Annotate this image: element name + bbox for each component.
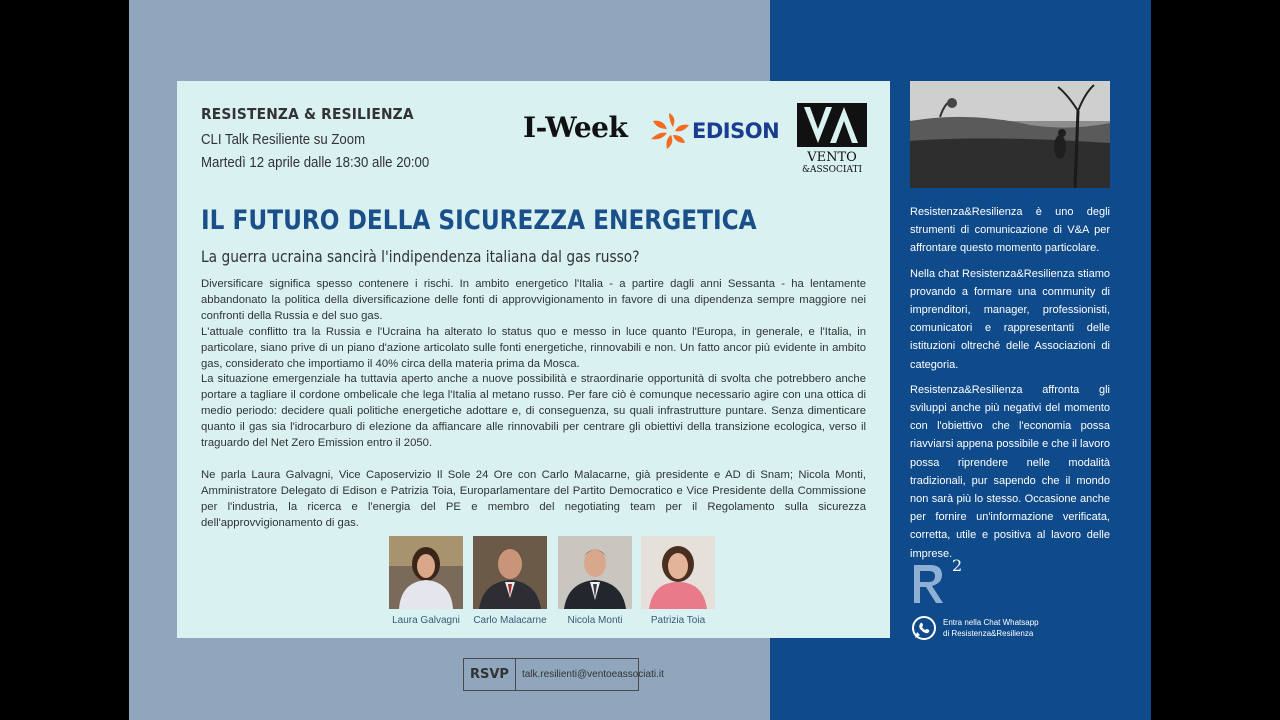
speaker-card bbox=[389, 536, 463, 626]
speaker-photo bbox=[641, 536, 715, 609]
sidebar-paragraph: Resistenza&Resilienza è uno degli strumenti di comunicazione di V&A per affrontare questo momento particolare. bbox=[910, 206, 1110, 255]
page-title: IL FUTURO DELLA SICUREZZA ENERGETICA bbox=[201, 205, 757, 236]
speaker-card bbox=[473, 536, 547, 626]
va-logo-icon bbox=[796, 103, 868, 175]
speaker-name: Nicola Monti bbox=[567, 615, 623, 626]
rsvp-box[interactable] bbox=[463, 658, 664, 691]
speaker-photo bbox=[473, 536, 547, 609]
speaker-name: Laura Galvagni bbox=[392, 615, 460, 626]
r2-logo-icon bbox=[910, 555, 966, 607]
speaker-photo bbox=[558, 536, 632, 609]
whatsapp-link[interactable] bbox=[943, 617, 1039, 639]
rsvp-email-link[interactable]: talk.resilienti@ventoeassociati.it bbox=[521, 669, 664, 680]
whatsapp-line: Entra nella Chat Whatsapp bbox=[943, 618, 1039, 627]
event-card bbox=[177, 81, 890, 638]
letterbox-left bbox=[0, 0, 129, 720]
edison-logo-icon bbox=[647, 109, 695, 153]
page-subtitle: La guerra ucraina sancirà l'indipendenza italiana dal gas russo? bbox=[201, 247, 640, 266]
event-type: CLI Talk Resiliente su Zoom bbox=[201, 131, 366, 148]
paragraph: La situazione emergenziale ha tuttavia aperto anche a nuove possibilità e straordinarie opportunità di svolta che potrebbero anche portare a tagliare il cordone ombelicale che lega l'Italia al metano russo. Per fare ciò è comunque necessario agire con una ottica di medio periodo: decidere quali politiche energetiche adottare e, di conseguenza, su quali infrastrutture puntare. Senza dimenticare quanto il gas sia l'idrocarburo di elezione da affiancare alle rinnovabili per centrare gli obiettivi della transizione ecologica, verso il traguardo del Net Zero Emission entro il 2050. bbox=[201, 373, 866, 450]
letterbox-right bbox=[1151, 0, 1280, 720]
sidebar-paragraph: Resistenza&Resilienza affronta gli sviluppi anche più negativi del momento con l'obiettivo che l'economia possa riavviarsi appena possibile e che il lavoro possa riprendere nelle modalità tradizionali, pur sapendo che il mondo non sarà più lo stesso. Occasione anche per fornire un'informazione verificata, corretta, utile e positiva al lavoro delle imprese. bbox=[910, 383, 1110, 560]
speaker-name: Carlo Malacarne bbox=[473, 615, 547, 626]
speaker-name: Patrizia Toia bbox=[650, 615, 706, 626]
speaker-card bbox=[641, 536, 715, 626]
edison-wordmark: EDISON bbox=[692, 119, 780, 143]
event-date: Martedì 12 aprile dalle 18:30 alle 20:00 bbox=[201, 154, 430, 171]
whatsapp-line: di Resistenza&Resilienza bbox=[943, 629, 1034, 638]
sidebar-paragraph: Nella chat Resistenza&Resilienza stiamo provando a formare una community di imprenditori, manager, professionisti, comunicatori e rappresentanti delle istituzioni oltreché delle Associazioni di categoria. bbox=[910, 267, 1110, 371]
storm-photo bbox=[910, 81, 1110, 188]
paragraph: Ne parla Laura Galvagni, Vice Caposervizio Il Sole 24 Ore con Carlo Malacarne, già presidente e AD di Snam; Nicola Monti, Amministratore Delegato di Edison e Patrizia Toia, Europarlamentare del Partito Democratico e Vice Presidente della Commissione per l'industria, la ricerca e l'energia del PE e membro del negotiating team per il Regolamento sulla sicurezza dell'approvvigionamento di gas. bbox=[201, 468, 866, 529]
svg-text:VENTO: VENTO bbox=[807, 150, 857, 165]
iweek-logo: I-Week bbox=[523, 111, 628, 144]
svg-text:2: 2 bbox=[952, 556, 963, 575]
series-title: RESISTENZA & RESILIENZA bbox=[201, 105, 414, 123]
speakers-row bbox=[387, 536, 717, 636]
rsvp-label: RSVP bbox=[464, 659, 516, 690]
article-body bbox=[201, 277, 866, 532]
paragraph: L'attuale conflitto tra la Russia e l'Ucraina ha alterato lo status quo e messo in luce quanto l'Europa, in generale, e l'Italia, in particolare, siano prive di un piano d'azione articolato sulle fonti energetiche, rinnovabili e non. Un fatto ancor più evidente in ambito gas, considerato che importiamo il 40% circa della materia prima da Mosca. bbox=[201, 325, 866, 370]
speaker-photo bbox=[389, 536, 463, 609]
speaker-card bbox=[558, 536, 632, 626]
paragraph: Diversificare significa spesso contenere i rischi. In ambito energetico l'Italia - a partire dagli anni Sessanta - ha lentamente abbandonato la politica della diversificazione delle fonti di approvvigionamento in favore di una dipendenza sempre maggiore nei confronti della Russia e del suo gas. bbox=[201, 278, 866, 322]
sidebar-description bbox=[910, 203, 1110, 570]
svg-text:&ASSOCIATI: &ASSOCIATI bbox=[801, 165, 863, 175]
whatsapp-icon[interactable] bbox=[911, 615, 937, 641]
